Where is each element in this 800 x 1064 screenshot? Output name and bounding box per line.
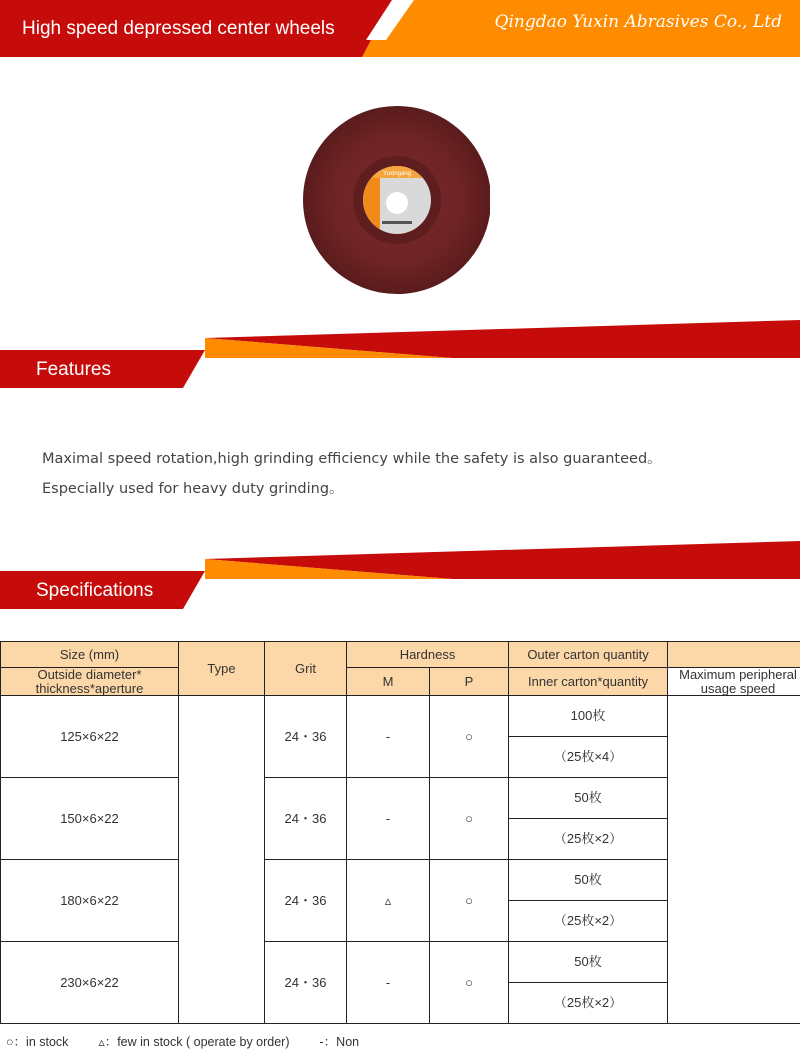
type-cell <box>179 696 265 1024</box>
legend-few-in-stock: ▵：few in stock ( operate by order) <box>98 1035 290 1049</box>
hardness-p-cell: ○ <box>430 778 509 860</box>
grit-cell: 24・36 <box>265 696 347 778</box>
specifications-table <box>0 641 800 1024</box>
table-row <box>1 696 800 737</box>
specifications-heading: Specifications <box>36 580 154 601</box>
product-image <box>300 100 490 300</box>
outer-carton-cell: 50枚 <box>509 860 668 901</box>
size-cell: 150×6×22 <box>1 778 179 860</box>
hardness-header: Hardness <box>347 642 509 668</box>
table-subheader-row <box>1 668 800 696</box>
grit-cell: 24・36 <box>265 860 347 942</box>
size-cell: 180×6×22 <box>1 860 179 942</box>
outer-carton-cell: 100枚 <box>509 696 668 737</box>
table-header-row <box>1 642 800 668</box>
outer-carton-cell: 50枚 <box>509 778 668 819</box>
page-title: High speed depressed center wheels <box>22 18 335 39</box>
hardness-p-header: P <box>430 668 509 696</box>
features-banner-background <box>0 320 800 390</box>
outer-carton-header: Outer carton quantity <box>509 642 668 668</box>
inner-carton-cell: （25枚×2） <box>509 983 668 1024</box>
max-speed-header: Maximum peripheral usage speed <box>668 668 800 696</box>
hardness-m-cell: - <box>347 696 430 778</box>
hardness-m-cell: - <box>347 942 430 1024</box>
specifications-banner <box>0 541 800 611</box>
page-header <box>0 0 800 57</box>
size-cell: 125×6×22 <box>1 696 179 778</box>
hardness-m-header: M <box>347 668 430 696</box>
stock-legend <box>6 1032 359 1050</box>
hardness-p-cell: ○ <box>430 942 509 1024</box>
inner-carton-header: Inner carton*quantity <box>509 668 668 696</box>
legend-in-stock: ○：in stock <box>6 1035 69 1049</box>
grinding-wheel-image <box>300 100 490 300</box>
inner-carton-cell: （25枚×4） <box>509 737 668 778</box>
hardness-p-cell: ○ <box>430 860 509 942</box>
features-heading: Features <box>36 359 111 380</box>
inner-carton-cell: （25枚×2） <box>509 819 668 860</box>
size-header: Size (mm) <box>1 642 179 668</box>
hardness-m-cell: ▵ <box>347 860 430 942</box>
hardness-m-cell: - <box>347 778 430 860</box>
blank-header <box>668 642 800 668</box>
company-name: Qingdao Yuxin Abrasives Co., Ltd <box>494 12 782 32</box>
legend-non: -：Non <box>319 1035 360 1049</box>
grit-cell: 24・36 <box>265 778 347 860</box>
feature-line-2: Especially used for heavy duty grinding。 <box>42 481 344 497</box>
feature-line-1: Maximal speed rotation,high grinding efficiency while the safety is also guaranteed。 <box>42 451 662 467</box>
inner-carton-cell: （25枚×2） <box>509 901 668 942</box>
size-subheader: Outside diameter* thickness*aperture <box>1 668 179 696</box>
features-banner <box>0 320 800 390</box>
type-header: Type <box>179 642 265 696</box>
grit-cell: 24・36 <box>265 942 347 1024</box>
max-speed-cell <box>668 696 800 1024</box>
hardness-p-cell: ○ <box>430 696 509 778</box>
outer-carton-cell: 50枚 <box>509 942 668 983</box>
grit-header: Grit <box>265 642 347 696</box>
size-cell: 230×6×22 <box>1 942 179 1024</box>
wheel-label-brand: Yuxingang <box>382 171 412 177</box>
